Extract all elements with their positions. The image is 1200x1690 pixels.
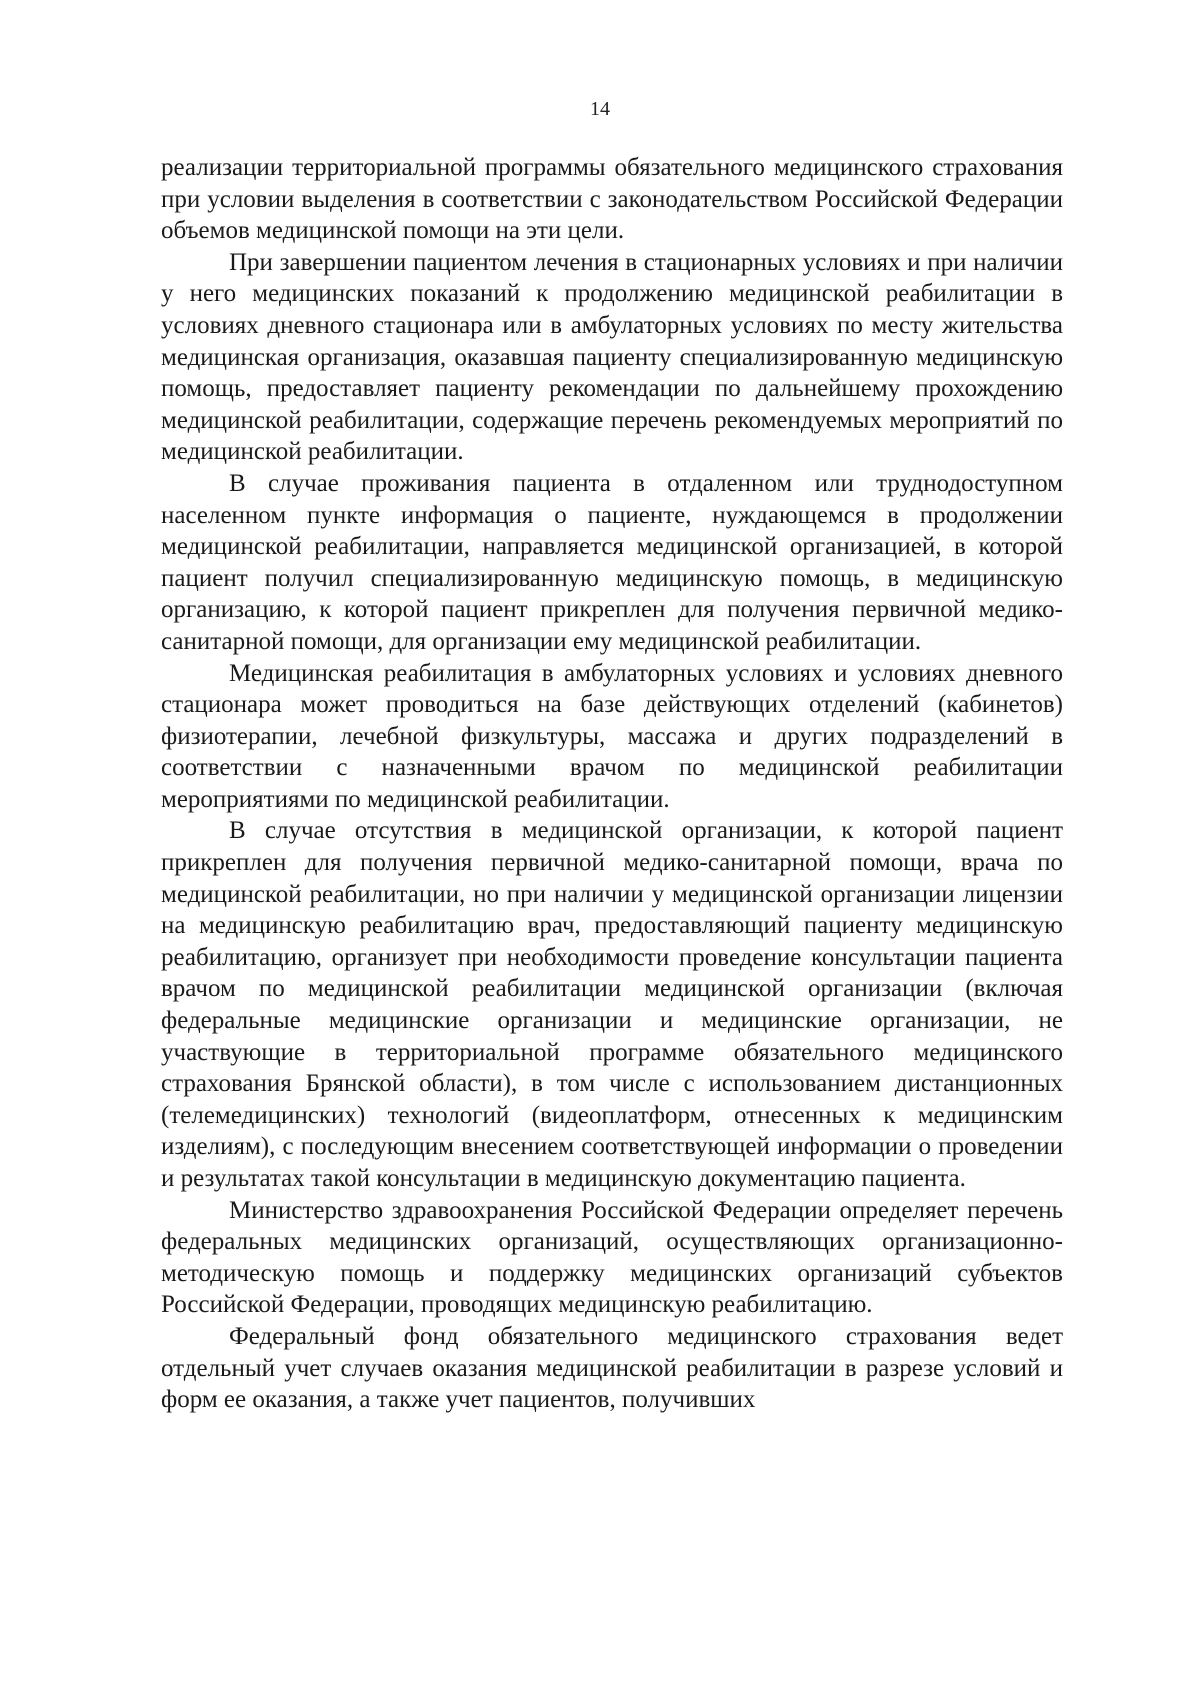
paragraph-continuation: реализации территориальной программы обязательного медицинского страхования при условии выделения в соответствии с законодательством Российской Федерации объемов медицинской помощи на эти цели.	[161, 154, 1063, 245]
paragraph-consultation: В случае отсутствия в медицинской организации, к которой пациент прикреплен для получения первичной медико-санитарной помощи, врача по медицинской реабилитации, но при наличии у медицинской организации лицензии на медицинскую реабилитацию врач, предоставляющий пациенту медицинскую реабилитацию, организует при необходимости проведение консультации пациента врачом по медицинской реабилитации медицинской организации (включая федеральные медицинские организации и медицинские организации, не участвующие в территориальной программе обязательного медицинского страхования Брянской области), в том числе с использованием дистанционных (телемедицинских) технологий (видеоплатформ, отнесенных к медицинским изделиям), с последующим внесением соответствующей информации о проведении и результатах такой консультации в медицинскую документацию пациента.	[161, 817, 1063, 1192]
paragraph-remote-settlement: В случае проживания пациента в отдаленном или труднодоступном населенном пункте информация о пациенте, нуждающемся в продолжении медицинской реабилитации, направляется медицинской организацией, в которой пациент получил специализированную медицинскую помощь, в медицинскую организацию, к которой пациент прикреплен для получения первичной медико-санитарной помощи, для организации ему медицинской реабилитации.	[161, 469, 1063, 655]
page-number: 14	[590, 98, 610, 120]
paragraph-ministry: Министерство здравоохранения Российской Федерации определяет перечень федеральных медицинских организаций, осуществляющих организационно-методическую помощь и поддержку медицинских организаций субъектов Российской Федерации, проводящих медицинскую реабилитацию.	[161, 1196, 1063, 1319]
paragraph-insurance-fund: Федеральный фонд обязательного медицинского страхования ведет отдельный учет случаев оказания медицинской реабилитации в разрезе условий и форм ее оказания, а также учет пациентов, получивших	[161, 1322, 1063, 1414]
document-body	[161, 152, 1063, 1416]
paragraph-rehab-recommendations: При завершении пациентом лечения в стационарных условиях и при наличии у него медицинских показаний к продолжению медицинской реабилитации в условиях дневного стационара или в амбулаторных условиях по месту жительства медицинская организация, оказавшая пациенту специализированную медицинскую помощь, предоставляет пациенту рекомендации по дальнейшему прохождению медицинской реабилитации, содержащие перечень рекомендуемых мероприятий по медицинской реабилитации.	[161, 248, 1063, 466]
paragraph-outpatient-rehab: Медицинская реабилитация в амбулаторных условиях и условиях дневного стационара может проводиться на базе действующих отделений (кабинетов) физиотерапии, лечебной физкультуры, массажа и других подразделений в соответствии с назначенными врачом по медицинской реабилитации мероприятиями по медицинской реабилитации.	[161, 659, 1063, 813]
